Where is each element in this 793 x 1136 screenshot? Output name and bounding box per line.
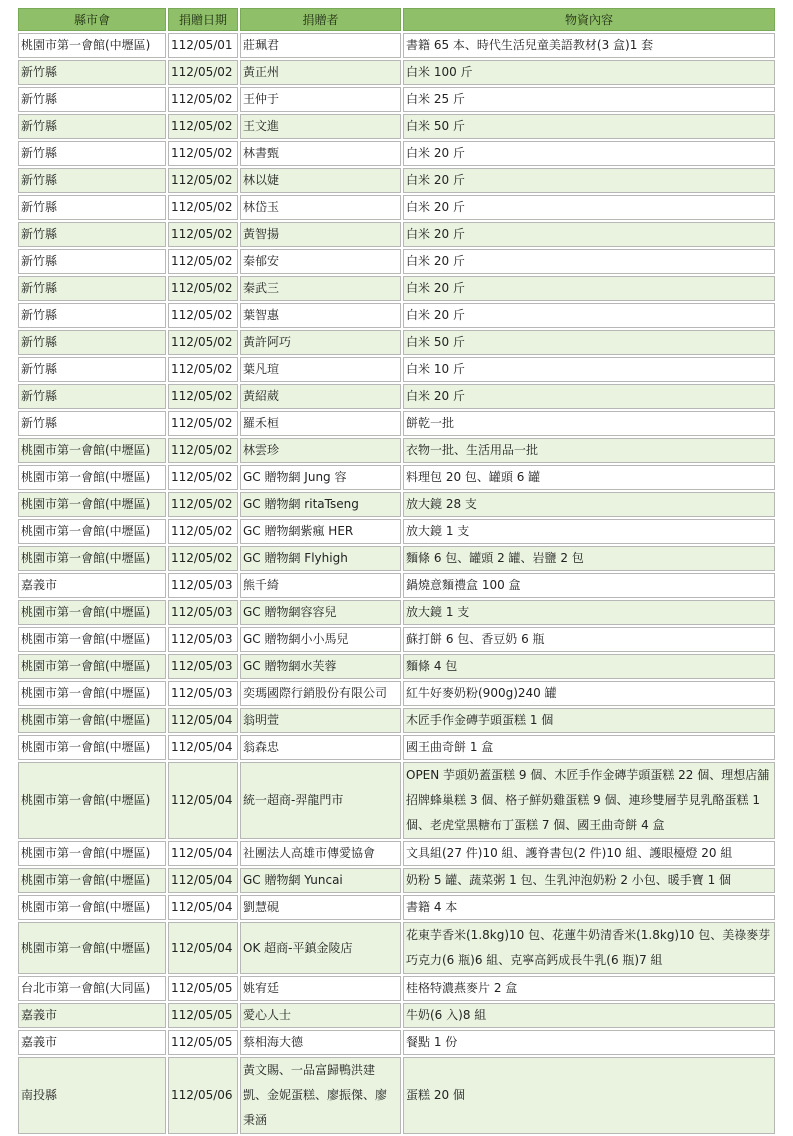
header-date: 捐贈日期 — [168, 8, 238, 31]
cell-date: 112/05/02 — [168, 411, 238, 436]
table-row — [18, 114, 775, 139]
cell-county: 桃園市第一會館(中壢區) — [18, 546, 166, 571]
cell-donor: 黃紹葳 — [240, 384, 401, 409]
cell-date: 112/05/05 — [168, 976, 238, 1001]
cell-donor: GC 贈物網紫瘋 HER — [240, 519, 401, 544]
cell-date: 112/05/03 — [168, 600, 238, 625]
table-row — [18, 868, 775, 893]
table-row — [18, 357, 775, 382]
cell-items: 蘇打餅 6 包、香豆奶 6 瓶 — [403, 627, 775, 652]
cell-date: 112/05/02 — [168, 168, 238, 193]
cell-date: 112/05/02 — [168, 546, 238, 571]
cell-items: 料理包 20 包、罐頭 6 罐 — [403, 465, 775, 490]
table-row — [18, 195, 775, 220]
table-row — [18, 87, 775, 112]
table-row — [18, 141, 775, 166]
cell-date: 112/05/04 — [168, 735, 238, 760]
cell-donor: GC 贈物網容容兒 — [240, 600, 401, 625]
cell-donor: 翁明萱 — [240, 708, 401, 733]
cell-county: 桃園市第一會館(中壢區) — [18, 922, 166, 974]
cell-county: 新竹縣 — [18, 60, 166, 85]
table-row — [18, 411, 775, 436]
table-row — [18, 60, 775, 85]
cell-date: 112/05/02 — [168, 249, 238, 274]
cell-county: 台北市第一會館(大同區) — [18, 976, 166, 1001]
cell-date: 112/05/01 — [168, 33, 238, 58]
table-row — [18, 249, 775, 274]
cell-date: 112/05/02 — [168, 384, 238, 409]
cell-donor: 林岱玉 — [240, 195, 401, 220]
cell-items: 鍋燒意麵禮盒 100 盒 — [403, 573, 775, 598]
cell-county: 嘉義市 — [18, 1030, 166, 1055]
cell-items: 國王曲奇餅 1 盒 — [403, 735, 775, 760]
cell-items: 木匠手作金磚芋頭蛋糕 1 個 — [403, 708, 775, 733]
cell-donor: 林雲珍 — [240, 438, 401, 463]
cell-county: 桃園市第一會館(中壢區) — [18, 654, 166, 679]
cell-items: 白米 50 斤 — [403, 330, 775, 355]
table-row — [18, 1030, 775, 1055]
cell-donor: 姚宥廷 — [240, 976, 401, 1001]
cell-donor: 翁森忠 — [240, 735, 401, 760]
cell-date: 112/05/02 — [168, 276, 238, 301]
cell-county: 桃園市第一會館(中壢區) — [18, 438, 166, 463]
cell-county: 新竹縣 — [18, 384, 166, 409]
cell-items: 放大鏡 28 支 — [403, 492, 775, 517]
cell-date: 112/05/03 — [168, 627, 238, 652]
table-row — [18, 627, 775, 652]
cell-items: 白米 20 斤 — [403, 222, 775, 247]
cell-donor: GC 贈物網 Flyhigh — [240, 546, 401, 571]
table-row — [18, 1003, 775, 1028]
cell-county: 新竹縣 — [18, 222, 166, 247]
cell-county: 新竹縣 — [18, 411, 166, 436]
table-row — [18, 681, 775, 706]
cell-date: 112/05/02 — [168, 330, 238, 355]
cell-items: 放大鏡 1 支 — [403, 519, 775, 544]
cell-donor: 黃正州 — [240, 60, 401, 85]
cell-date: 112/05/03 — [168, 573, 238, 598]
cell-items: 白米 100 斤 — [403, 60, 775, 85]
cell-items: 白米 10 斤 — [403, 357, 775, 382]
cell-donor: 黃智揚 — [240, 222, 401, 247]
table-row — [18, 330, 775, 355]
cell-county: 桃園市第一會館(中壢區) — [18, 492, 166, 517]
cell-county: 新竹縣 — [18, 330, 166, 355]
cell-items: 白米 25 斤 — [403, 87, 775, 112]
cell-county: 桃園市第一會館(中壢區) — [18, 33, 166, 58]
cell-date: 112/05/03 — [168, 654, 238, 679]
cell-date: 112/05/02 — [168, 303, 238, 328]
cell-county: 桃園市第一會館(中壢區) — [18, 465, 166, 490]
cell-items: 白米 20 斤 — [403, 384, 775, 409]
cell-county: 新竹縣 — [18, 168, 166, 193]
cell-date: 112/05/04 — [168, 868, 238, 893]
cell-items: 餅乾一批 — [403, 411, 775, 436]
cell-date: 112/05/02 — [168, 465, 238, 490]
cell-items: 麵條 4 包 — [403, 654, 775, 679]
table-row — [18, 222, 775, 247]
cell-donor: 秦武三 — [240, 276, 401, 301]
table-row — [18, 465, 775, 490]
table-row — [18, 708, 775, 733]
cell-items: 書籍 65 本、時代生活兒童美語教材(3 盒)1 套 — [403, 33, 775, 58]
cell-items: 牛奶(6 入)8 組 — [403, 1003, 775, 1028]
cell-donor: 王文進 — [240, 114, 401, 139]
cell-county: 嘉義市 — [18, 1003, 166, 1028]
cell-date: 112/05/02 — [168, 114, 238, 139]
cell-county: 桃園市第一會館(中壢區) — [18, 600, 166, 625]
cell-items: 衣物一批、生活用品一批 — [403, 438, 775, 463]
table-row — [18, 519, 775, 544]
cell-county: 新竹縣 — [18, 87, 166, 112]
table-row — [18, 976, 775, 1001]
cell-date: 112/05/05 — [168, 1030, 238, 1055]
cell-county: 桃園市第一會館(中壢區) — [18, 627, 166, 652]
header-row — [18, 8, 775, 31]
cell-items: 麵條 6 包、罐頭 2 罐、岩鹽 2 包 — [403, 546, 775, 571]
table-row — [18, 384, 775, 409]
cell-donor: GC 贈物網 Jung 容 — [240, 465, 401, 490]
cell-donor: 葉智惠 — [240, 303, 401, 328]
cell-donor: 熊千綺 — [240, 573, 401, 598]
cell-date: 112/05/02 — [168, 222, 238, 247]
table-row — [18, 600, 775, 625]
cell-date: 112/05/06 — [168, 1057, 238, 1134]
cell-county: 新竹縣 — [18, 141, 166, 166]
cell-date: 112/05/02 — [168, 492, 238, 517]
table-row — [18, 33, 775, 58]
cell-county: 桃園市第一會館(中壢區) — [18, 895, 166, 920]
cell-donor: 林以婕 — [240, 168, 401, 193]
cell-items: 白米 50 斤 — [403, 114, 775, 139]
cell-county: 新竹縣 — [18, 276, 166, 301]
table-row — [18, 762, 775, 839]
cell-date: 112/05/02 — [168, 519, 238, 544]
cell-date: 112/05/04 — [168, 841, 238, 866]
cell-date: 112/05/02 — [168, 438, 238, 463]
cell-county: 南投縣 — [18, 1057, 166, 1134]
cell-items: 花東芋香米(1.8kg)10 包、花蓮牛奶清香米(1.8kg)10 包、美祿麥芽巧克力(6 瓶)6 組、克寧高鈣成長牛乳(6 瓶)7 組 — [403, 922, 775, 974]
table-body — [18, 33, 775, 1134]
cell-county: 新竹縣 — [18, 357, 166, 382]
table-row — [18, 922, 775, 974]
cell-items: 蛋糕 20 個 — [403, 1057, 775, 1134]
table-row — [18, 303, 775, 328]
cell-county: 桃園市第一會館(中壢區) — [18, 708, 166, 733]
table-row — [18, 841, 775, 866]
cell-donor: GC 贈物網 Yuncai — [240, 868, 401, 893]
cell-donor: 黃許阿巧 — [240, 330, 401, 355]
table-row — [18, 546, 775, 571]
cell-items: 白米 20 斤 — [403, 141, 775, 166]
cell-items: 白米 20 斤 — [403, 276, 775, 301]
cell-items: 白米 20 斤 — [403, 303, 775, 328]
cell-donor: 愛心人士 — [240, 1003, 401, 1028]
cell-date: 112/05/04 — [168, 922, 238, 974]
cell-donor: 蔡相海大德 — [240, 1030, 401, 1055]
cell-date: 112/05/02 — [168, 195, 238, 220]
cell-donor: GC 贈物網水芙蓉 — [240, 654, 401, 679]
cell-donor: 統一超商-羿龍門市 — [240, 762, 401, 839]
header-county: 縣市會 — [18, 8, 166, 31]
cell-date: 112/05/02 — [168, 87, 238, 112]
cell-items: 紅牛好麥奶粉(900g)240 罐 — [403, 681, 775, 706]
cell-county: 桃園市第一會館(中壢區) — [18, 681, 166, 706]
cell-donor: OK 超商-平鎮金陵店 — [240, 922, 401, 974]
cell-county: 桃園市第一會館(中壢區) — [18, 762, 166, 839]
cell-items: 白米 20 斤 — [403, 195, 775, 220]
table-row — [18, 735, 775, 760]
cell-date: 112/05/04 — [168, 708, 238, 733]
cell-items: OPEN 芋頭奶蓋蛋糕 9 個、木匠手作金磚芋頭蛋糕 22 個、理想店舖招牌蜂巢糕 3 個、格子鮮奶雞蛋糕 9 個、連珍雙層芋見乳酪蛋糕 1 個、老虎堂黑糖布丁蛋糕 7 個、國王曲奇餅 4 盒 — [403, 762, 775, 839]
cell-donor: 劉慧硯 — [240, 895, 401, 920]
table-row — [18, 492, 775, 517]
header-donor: 捐贈者 — [240, 8, 401, 31]
cell-donor: 羅禾桓 — [240, 411, 401, 436]
cell-county: 桃園市第一會館(中壢區) — [18, 519, 166, 544]
cell-date: 112/05/04 — [168, 895, 238, 920]
cell-county: 新竹縣 — [18, 195, 166, 220]
cell-items: 餐點 1 份 — [403, 1030, 775, 1055]
cell-county: 新竹縣 — [18, 249, 166, 274]
header-items: 物資內容 — [403, 8, 775, 31]
cell-donor: 林書甄 — [240, 141, 401, 166]
cell-county: 桃園市第一會館(中壢區) — [18, 841, 166, 866]
cell-donor: 葉凡瑄 — [240, 357, 401, 382]
cell-donor: 社團法人高雄市傳愛協會 — [240, 841, 401, 866]
table-row — [18, 654, 775, 679]
cell-date: 112/05/02 — [168, 141, 238, 166]
cell-date: 112/05/04 — [168, 762, 238, 839]
cell-county: 新竹縣 — [18, 303, 166, 328]
cell-items: 白米 20 斤 — [403, 168, 775, 193]
cell-date: 112/05/02 — [168, 60, 238, 85]
table-row — [18, 168, 775, 193]
cell-date: 112/05/03 — [168, 681, 238, 706]
cell-donor: 奕瑪國際行銷股份有限公司 — [240, 681, 401, 706]
cell-donor: 秦郁安 — [240, 249, 401, 274]
cell-date: 112/05/02 — [168, 357, 238, 382]
cell-donor: GC 贈物網 ritaTseng — [240, 492, 401, 517]
cell-date: 112/05/05 — [168, 1003, 238, 1028]
cell-items: 白米 20 斤 — [403, 249, 775, 274]
table-row — [18, 276, 775, 301]
cell-items: 書籍 4 本 — [403, 895, 775, 920]
cell-county: 嘉義市 — [18, 573, 166, 598]
cell-donor: 王仲于 — [240, 87, 401, 112]
table-row — [18, 895, 775, 920]
table-row — [18, 438, 775, 463]
cell-donor: 黃文賜、一品富歸鴨洪建凱、金妮蛋糕、廖振傑、廖秉涵 — [240, 1057, 401, 1134]
cell-items: 桂格特濃燕麥片 2 盒 — [403, 976, 775, 1001]
cell-county: 新竹縣 — [18, 114, 166, 139]
cell-items: 奶粉 5 罐、蔬菜粥 1 包、生乳沖泡奶粉 2 小包、暖手寶 1 個 — [403, 868, 775, 893]
cell-county: 桃園市第一會館(中壢區) — [18, 735, 166, 760]
table-row — [18, 573, 775, 598]
donation-table — [16, 6, 777, 1136]
cell-county: 桃園市第一會館(中壢區) — [18, 868, 166, 893]
table-row — [18, 1057, 775, 1134]
cell-donor: 莊珮君 — [240, 33, 401, 58]
cell-items: 放大鏡 1 支 — [403, 600, 775, 625]
cell-items: 文具組(27 件)10 組、護脊書包(2 件)10 組、護眼檯燈 20 組 — [403, 841, 775, 866]
cell-donor: GC 贈物網小小馬兒 — [240, 627, 401, 652]
